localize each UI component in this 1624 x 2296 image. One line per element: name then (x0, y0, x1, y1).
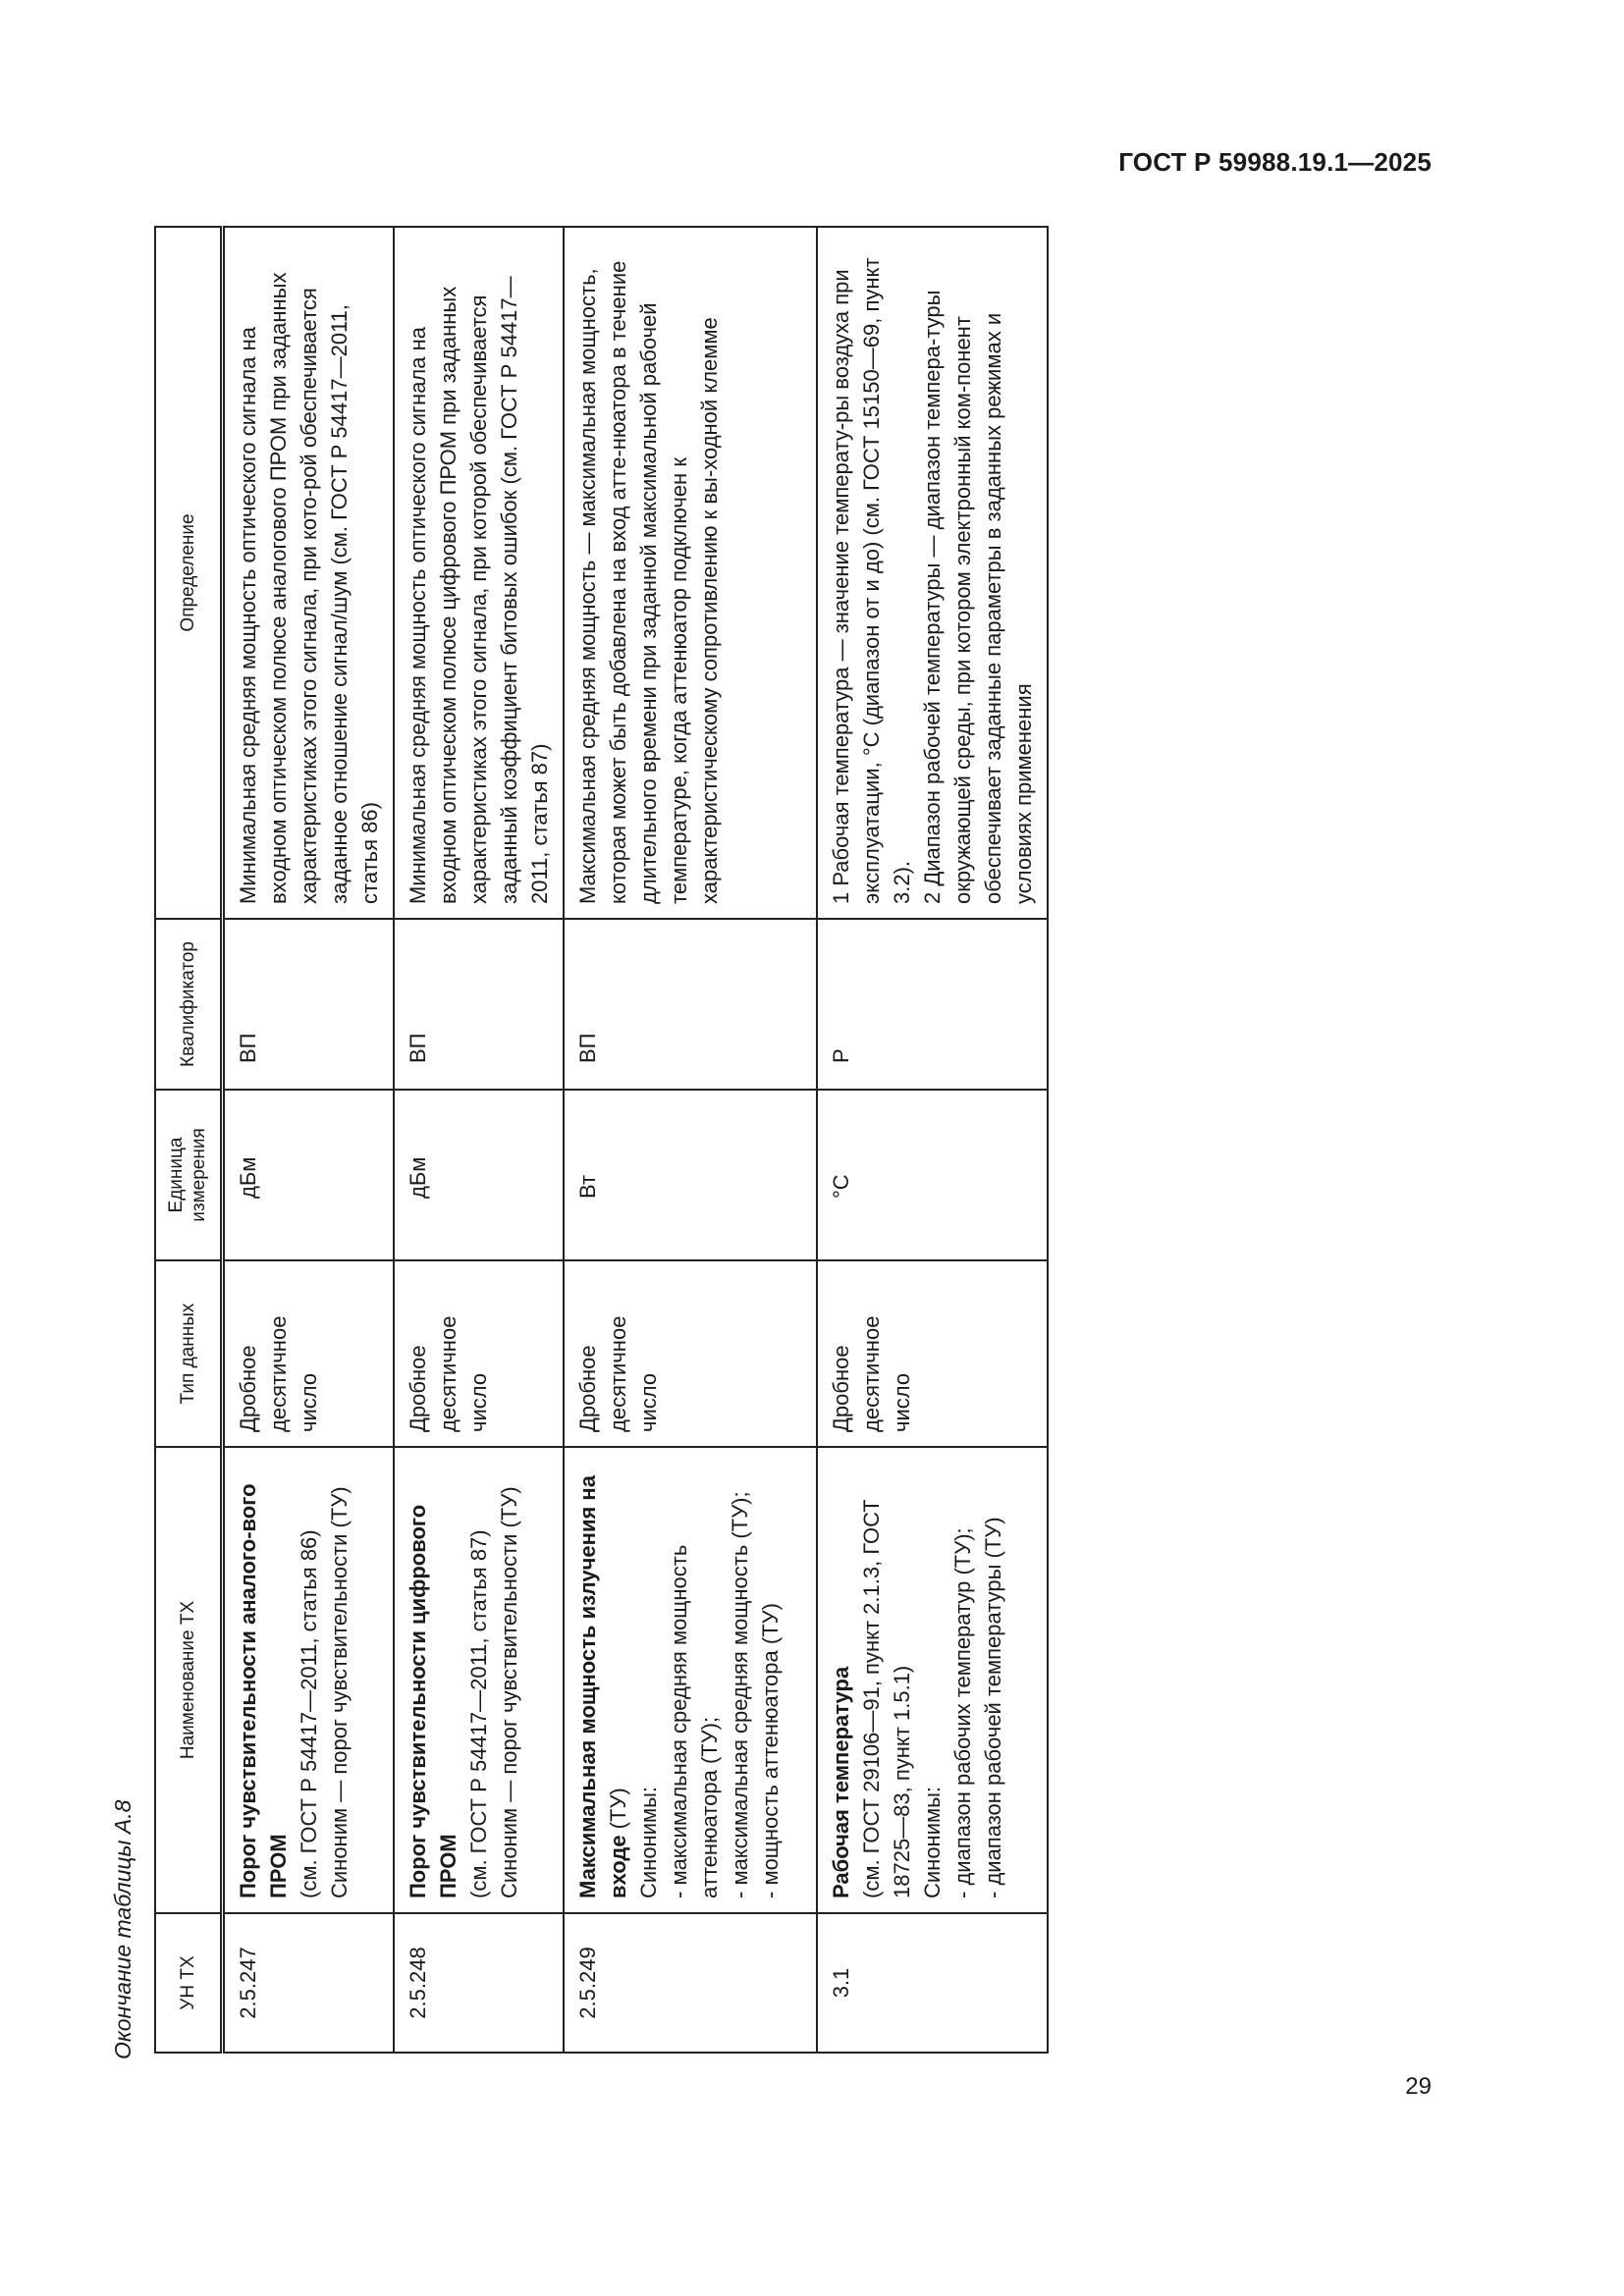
header-type: Тип данных (155, 1260, 222, 1447)
name-line: - максимальная средняя мощность аттенюатора (ТУ); (666, 1544, 722, 1898)
cell-unit: °С (817, 1090, 1048, 1260)
name-line: - максимальная средняя мощность (ТУ); (727, 1491, 752, 1898)
cell-type: Дробное десятичное число (222, 1260, 394, 1447)
cell-type: Дробное десятичное число (817, 1260, 1048, 1447)
cell-qualifier: ВП (222, 919, 394, 1090)
characteristics-table (154, 226, 1049, 2054)
cell-code: 2.5.247 (222, 1913, 394, 2053)
name-line: - диапазон рабочей температуры (ТУ) (980, 1517, 1005, 1898)
cell-name (564, 1447, 817, 1913)
tx-name: Порог чувствительности аналого-вого ПРОМ (235, 1483, 291, 1898)
name-line: Синоним — порог чувствительности (ТУ) (326, 1486, 352, 1898)
page-number: 29 (1405, 2073, 1432, 2100)
name-line: - диапазон рабочих температур (ТУ); (949, 1527, 975, 1898)
table-caption: Окончание таблицы А.8 (110, 1799, 135, 2059)
rotated-table-area (110, 234, 1092, 2059)
table-row (222, 227, 394, 2053)
cell-type: Дробное десятичное число (564, 1260, 817, 1447)
standard-number: ГОСТ Р 59988.19.1—2025 (1118, 147, 1432, 177)
cell-code: 2.5.248 (394, 1913, 564, 2053)
cell-unit: дБм (222, 1090, 394, 1260)
tx-name-suffix: (ТУ) (605, 1788, 630, 1836)
name-line: Синоним — порог чувствительности (ТУ) (496, 1486, 521, 1898)
definition-line: 1 Рабочая температура — значение температу-ры воздуха при эксплуатации, °С (диапазон от и до) (см. ГОСТ 15150—69, пункт 3.2). (828, 257, 914, 904)
name-line: (см. ГОСТ Р 54417—2011, статья 86) (296, 1529, 321, 1898)
cell-qualifier: ВП (394, 919, 564, 1090)
cell-definition: Максимальная средняя мощность — максимальная мощность, которая может быть добавлена на вход атте-нюатора в течение длительного времени при заданной максимальной рабочей температуре, когда аттенюатор подключен к характеристическому сопротивлению к вы-ходной клемме (564, 227, 817, 919)
name-line: (см. ГОСТ Р 54417—2011, статья 87) (465, 1529, 491, 1898)
header-unit: Единица измерения (155, 1090, 222, 1260)
name-line: Синонимы: (635, 1786, 661, 1898)
name-line: (см. ГОСТ 29106—91, пункт 2.1.3, ГОСТ 18725—83, пункт 1.5.1) (858, 1499, 914, 1898)
cell-unit: Вт (564, 1090, 817, 1260)
tx-name: Максимальная мощность излучения на входе (574, 1475, 630, 1898)
cell-name (817, 1447, 1048, 1913)
table-row (817, 227, 1048, 2053)
cell-name (222, 1447, 394, 1913)
cell-definition: Минимальная средняя мощность оптического сигнала на входном оптическом полюсе цифрового ПРОМ при заданных характеристиках этого сигнала, при которой обеспечивается заданный коэффициент битовых ошибок (см. ГОСТ Р 54417—2011, статья 87) (394, 227, 564, 919)
cell-definition: Минимальная средняя мощность оптического сигнала на входном оптическом полюсе аналогового ПРОМ при заданных характеристиках этого сигнала, при кото-рой обеспечивается заданное отношение сигнал/шум (см. ГОСТ Р 54417—2011, статья 86) (222, 227, 394, 919)
table-row (564, 227, 817, 2053)
definition-line: 2 Диапазон рабочей температуры — диапазон темпера-туры окружающей среды, при котором электронный ком-понент обеспечивает заданные параметры в заданных режимах и условиях применения (919, 290, 1036, 904)
cell-type: Дробное десятичное число (394, 1260, 564, 1447)
cell-qualifier: ВП (564, 919, 817, 1090)
name-line: - мощность аттенюатора (ТУ) (757, 1603, 783, 1898)
name-line: Синонимы: (919, 1786, 945, 1898)
cell-definition (817, 227, 1048, 919)
tx-name: Рабочая температура (828, 1666, 853, 1898)
cell-name (394, 1447, 564, 1913)
table-header-row (155, 227, 222, 2053)
header-code: УН ТХ (155, 1913, 222, 2053)
cell-qualifier: Р (817, 919, 1048, 1090)
header-qualifier: Квалификатор (155, 919, 222, 1090)
table-row (394, 227, 564, 2053)
header-definition: Определение (155, 227, 222, 919)
cell-code: 2.5.249 (564, 1913, 817, 2053)
tx-name: Порог чувствительности цифрового ПРОМ (405, 1504, 460, 1898)
header-name: Наименование ТХ (155, 1447, 222, 1913)
cell-code: 3.1 (817, 1913, 1048, 2053)
cell-unit: дБм (394, 1090, 564, 1260)
